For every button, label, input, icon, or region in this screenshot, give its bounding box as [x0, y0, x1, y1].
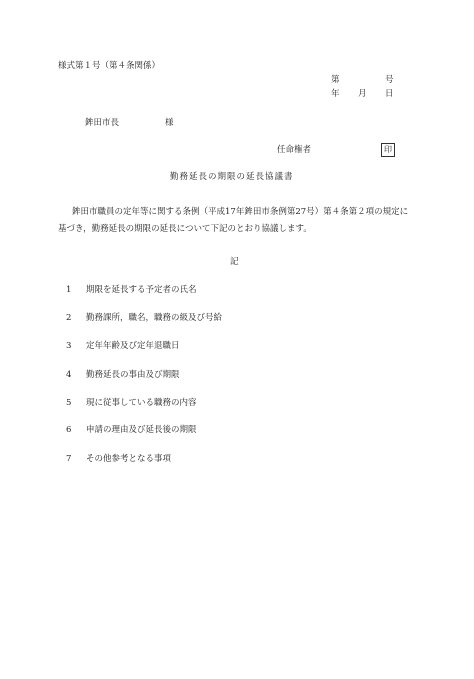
ki-heading: 記 — [230, 257, 239, 267]
list-item — [66, 285, 197, 296]
addressee-name: 鉾田市長 — [85, 118, 120, 128]
list-item-number: 5 — [66, 398, 72, 408]
appointer-label: 任命権者 — [277, 145, 312, 155]
body-text-line-1: 鉾田市職員の定年等に関する条例（平成17年鉾田市条例第27号）第４条第２項の規定に — [72, 207, 409, 217]
list-item-text: 期限を延長する予定者の氏名 — [86, 285, 197, 295]
list-item-text: 現に従事している職務の内容 — [86, 398, 197, 408]
list-item-number: 3 — [66, 341, 72, 351]
form-number: 様式第１号（第４条関係） — [58, 61, 161, 71]
list-item-number: 7 — [66, 454, 72, 464]
list-item — [66, 454, 171, 465]
list-item-text: 定年年齢及び定年退職日 — [86, 341, 180, 351]
list-item — [66, 313, 222, 324]
document-number-label: 第 — [331, 75, 340, 85]
document-title: 勤務延長の期限の延長協議書 — [170, 172, 294, 182]
date-day-label: 日 — [385, 89, 394, 99]
document-number-suffix: 号 — [385, 75, 394, 85]
list-item-text: 勤務延長の事由及び期限 — [86, 370, 180, 380]
list-item-number: 1 — [66, 285, 72, 295]
list-item — [66, 341, 180, 352]
body-text-line-2: 基づき，勤務延長の期限の延長について下記のとおり協議します。 — [58, 224, 312, 234]
list-item-text: 申請の理由及び延長後の期限 — [86, 425, 197, 435]
list-item-number: 4 — [66, 370, 72, 380]
list-item — [66, 370, 180, 381]
date-year-label: 年 — [331, 89, 340, 99]
list-item-text: その他参考となる事項 — [86, 454, 172, 464]
list-item — [66, 425, 197, 436]
list-item-number: 6 — [66, 425, 72, 435]
list-item-text: 勤務課所，職名，職務の級及び号給 — [86, 313, 223, 323]
list-item — [66, 398, 197, 409]
list-item-number: 2 — [66, 313, 72, 323]
date-month-label: 月 — [358, 89, 367, 99]
seal-mark: 印 — [381, 143, 395, 157]
addressee-honorific: 様 — [165, 118, 174, 128]
